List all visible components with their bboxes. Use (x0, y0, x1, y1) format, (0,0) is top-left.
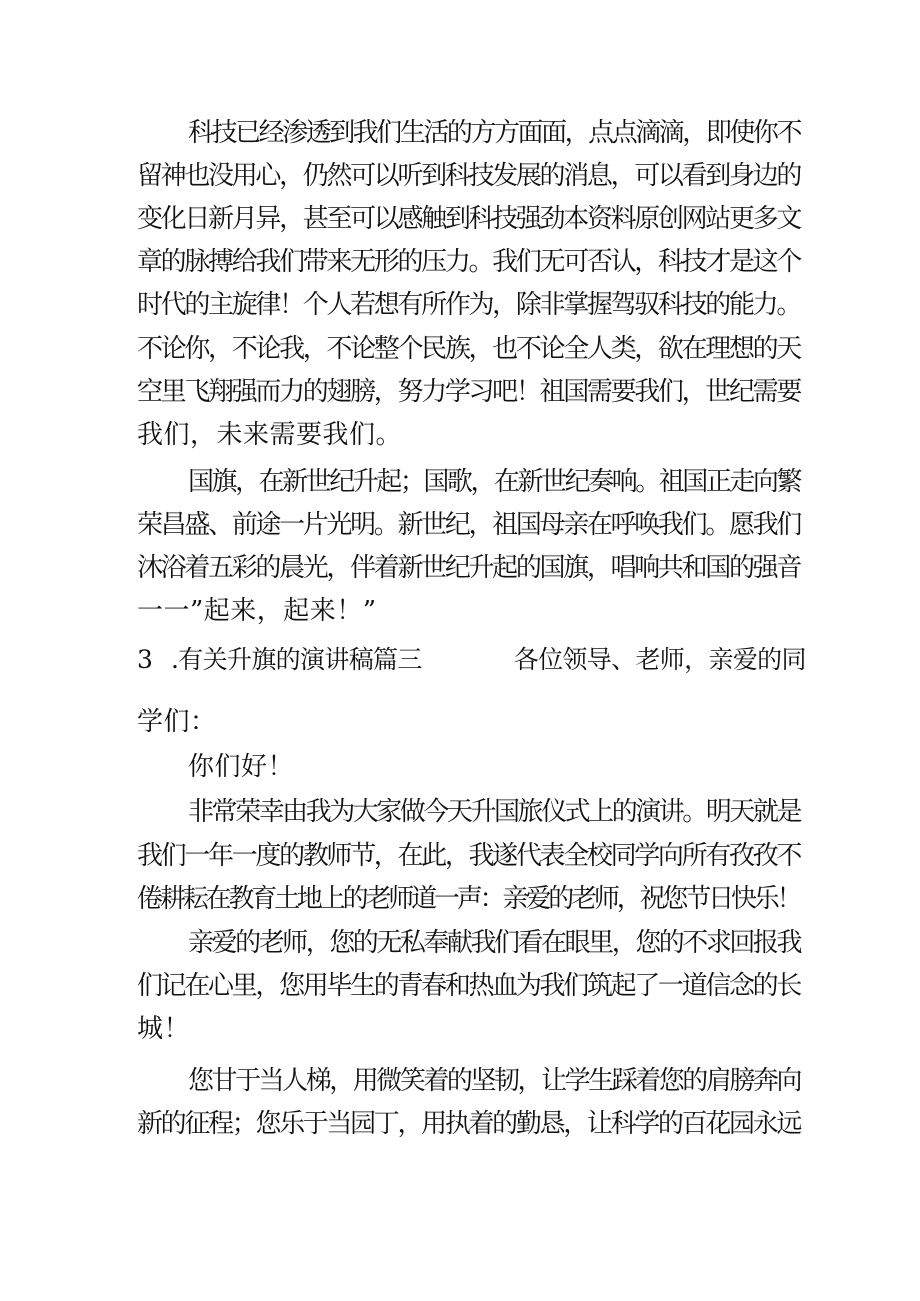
paragraph-1-line-8: 我们，未来需要我们。 (137, 420, 403, 450)
heading-title: .有关升旗的演讲稿篇三 (171, 645, 422, 674)
paragraph-2-line-3: 沐浴着五彩的晨光，伴着新世纪升起的国旗，唱响共和国的强音 (137, 553, 801, 583)
heading-greeting: 各位领导、老师，亲爱的同 (513, 645, 806, 674)
section-heading (137, 643, 806, 677)
paragraph-3-line-2: 我们一年一度的教师节，在此，我遂代表全校同学向所有孜孜不 (137, 841, 801, 871)
paragraph-1-line-4: 章的脉搏给我们带来无形的压力。我们无可否认，科技才是这个 (137, 247, 801, 277)
paragraph-5-line-2: 新的征程；您乐于当园丁，用执着的勤恳，让科学的百花园永远 (137, 1109, 801, 1139)
paragraph-1-line-7: 空里飞翔强而力的翅膀，努力学习吧！祖国需要我们，世纪需要 (137, 377, 801, 407)
paragraph-1-line-2: 留神也没用心，仍然可以听到科技发展的消息，可以看到身边的 (137, 161, 801, 191)
paragraph-2-line-2: 荣昌盛、前途一片光明。新世纪，祖国母亲在呼唤我们。愿我们 (137, 510, 801, 540)
paragraph-1-line-3: 变化日新月异，甚至可以感触到科技强劲本资料原创网站更多文 (137, 204, 801, 234)
paragraph-5-line-1: 您甘于当人梯，用微笑着的坚韧，让学生踩着您的肩膀奔向 (188, 1066, 801, 1096)
paragraph-1-line-1: 科技已经渗透到我们生活的方方面面，点点滴滴，即使你不 (188, 118, 801, 148)
salutation: 你们好！ (188, 752, 295, 782)
paragraph-1-line-5: 时代的主旋律！个人若想有所作为，除非掌握驾驭科技的能力。 (137, 290, 801, 320)
paragraph-2-line-4: 一一”起来，起来！” (137, 596, 377, 626)
paragraph-3-line-1: 非常荣幸由我为大家做今天升国旅仪式上的演讲。明天就是 (188, 797, 801, 827)
greeting-continuation: 学们： (137, 707, 217, 737)
paragraph-4-line-1: 亲爱的老师，您的无私奉献我们看在眼里，您的不求回报我 (188, 928, 801, 958)
paragraph-4-line-3: 城！ (137, 1014, 191, 1044)
paragraph-4-line-2: 们记在心里，您用毕生的青春和热血为我们筑起了一道信念的长 (137, 971, 801, 1001)
heading-number: 3 (137, 645, 153, 674)
paragraph-3-line-3: 倦耕耘在教育土地上的老师道一声：亲爱的老师，祝您节日快乐！ (137, 884, 800, 914)
paragraph-2-line-1: 国旗，在新世纪升起；国歌，在新世纪奏响。祖国正走向繁 (188, 467, 801, 497)
paragraph-1-line-6: 不论你，不论我，不论整个民族，也不论全人类，欲在理想的天 (137, 334, 801, 364)
